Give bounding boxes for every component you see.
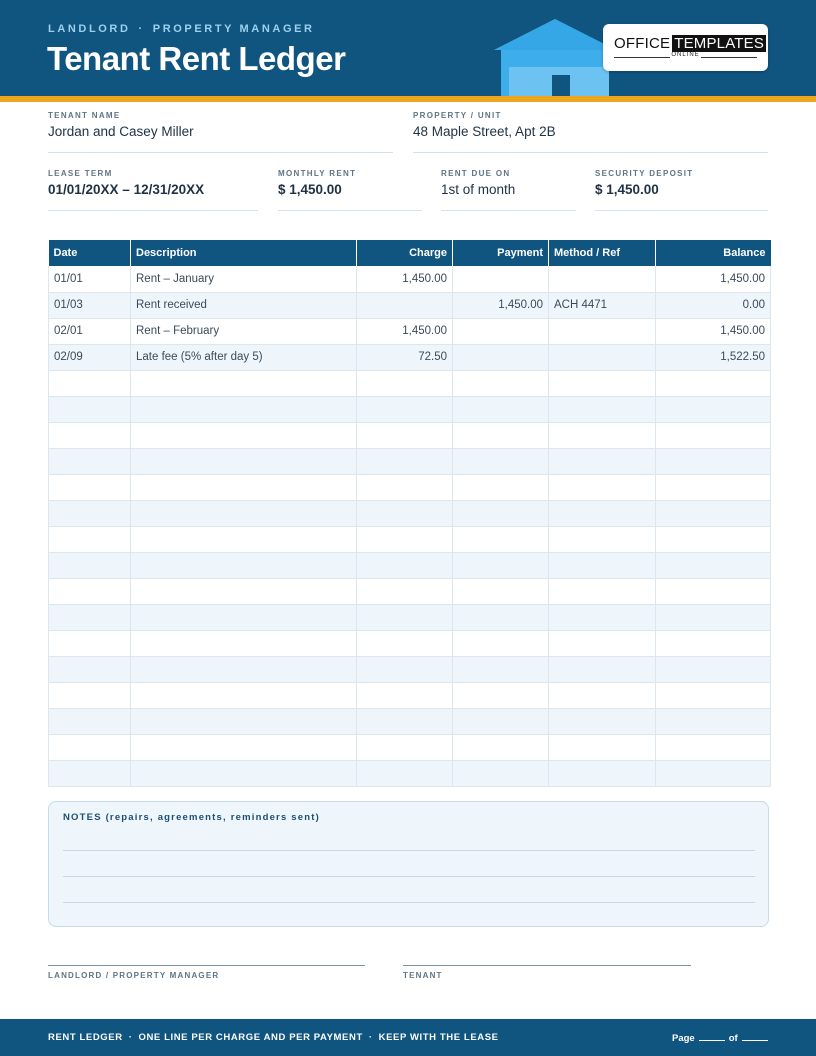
payment-cell[interactable] — [453, 552, 549, 578]
eyebrow-landlord: LANDLORD — [48, 23, 131, 35]
payment-cell[interactable] — [453, 682, 549, 708]
method-ref-cell[interactable] — [549, 656, 656, 682]
table-row — [49, 318, 771, 344]
charge-cell[interactable] — [357, 474, 453, 500]
logo-subtitle: ONLINE — [671, 52, 700, 58]
footer-keep-with-lease: KEEP WITH THE LEASE — [378, 1032, 499, 1043]
header-eyebrow — [48, 23, 315, 35]
table-row — [49, 734, 771, 760]
date-cell[interactable] — [49, 682, 131, 708]
charge-cell[interactable] — [357, 630, 453, 656]
charge-cell[interactable]: 1,450.00 — [357, 266, 453, 292]
method-ref-cell[interactable] — [549, 344, 656, 370]
brand-logo — [603, 24, 768, 71]
charge-cell[interactable] — [357, 448, 453, 474]
method-ref-cell[interactable] — [549, 474, 656, 500]
charge-cell[interactable] — [357, 656, 453, 682]
table-row — [49, 344, 771, 370]
date-cell[interactable] — [49, 526, 131, 552]
description-cell[interactable] — [131, 552, 357, 578]
footer-instructions: RENT LEDGER · ONE LINE PER CHARGE AND PER PAYMENT · KEEP WITH THE LEASE — [48, 1032, 499, 1043]
date-cell[interactable] — [49, 578, 131, 604]
charge-cell[interactable] — [357, 604, 453, 630]
payment-cell[interactable] — [453, 396, 549, 422]
table-row — [49, 448, 771, 474]
table-row — [49, 552, 771, 578]
date-cell[interactable] — [49, 708, 131, 734]
balance-cell[interactable] — [656, 474, 771, 500]
charge-cell[interactable]: 1,450.00 — [357, 318, 453, 344]
lease-term-value: 01/01/20XX – 12/31/20XX — [48, 182, 205, 197]
method-ref-cell[interactable] — [549, 552, 656, 578]
column-header-date: Date — [49, 240, 131, 266]
method-ref-cell[interactable] — [549, 578, 656, 604]
description-cell[interactable] — [131, 396, 357, 422]
tenant-name-value: Jordan and Casey Miller — [48, 124, 194, 139]
notes-box[interactable] — [48, 801, 769, 927]
table-row — [49, 682, 771, 708]
table-row — [49, 422, 771, 448]
description-cell[interactable] — [131, 708, 357, 734]
payment-cell[interactable] — [453, 266, 549, 292]
eyebrow-separator: · — [138, 23, 145, 35]
tenant-signature-label: TENANT — [403, 971, 443, 980]
charge-cell[interactable] — [357, 552, 453, 578]
date-cell[interactable] — [49, 656, 131, 682]
balance-cell[interactable] — [656, 708, 771, 734]
table-row — [49, 604, 771, 630]
of-label: of — [728, 1033, 738, 1044]
method-ref-cell[interactable] — [549, 682, 656, 708]
charge-cell[interactable] — [357, 760, 453, 786]
monthly-rent-field[interactable] — [278, 169, 422, 211]
landlord-signature-line[interactable] — [48, 965, 365, 985]
date-cell[interactable] — [49, 500, 131, 526]
charge-cell[interactable] — [357, 708, 453, 734]
table-row — [49, 656, 771, 682]
charge-cell[interactable] — [357, 370, 453, 396]
method-ref-cell[interactable] — [549, 422, 656, 448]
balance-cell[interactable]: 1,450.00 — [656, 318, 771, 344]
ledger-header-row — [49, 240, 771, 266]
balance-cell[interactable] — [656, 500, 771, 526]
payment-cell[interactable] — [453, 656, 549, 682]
charge-cell[interactable]: 72.50 — [357, 344, 453, 370]
security-deposit-field[interactable] — [595, 169, 768, 211]
description-cell[interactable] — [131, 734, 357, 760]
security-deposit-value: $ 1,450.00 — [595, 182, 659, 197]
monthly-rent-value: $ 1,450.00 — [278, 182, 342, 197]
payment-cell[interactable] — [453, 344, 549, 370]
balance-cell[interactable] — [656, 760, 771, 786]
eyebrow-property-manager: PROPERTY MANAGER — [152, 23, 315, 35]
header-accent-bar — [0, 96, 816, 102]
column-header-description: Description — [131, 240, 357, 266]
property-unit-field[interactable] — [413, 111, 768, 153]
method-ref-cell[interactable] — [549, 734, 656, 760]
date-cell[interactable] — [49, 552, 131, 578]
column-header-charge: Charge — [357, 240, 453, 266]
charge-cell[interactable] — [357, 682, 453, 708]
method-ref-cell[interactable] — [549, 370, 656, 396]
balance-cell[interactable] — [656, 552, 771, 578]
date-cell[interactable]: 02/09 — [49, 344, 131, 370]
balance-cell[interactable] — [656, 422, 771, 448]
payment-cell[interactable]: 1,450.00 — [453, 292, 549, 318]
description-cell[interactable] — [131, 500, 357, 526]
payment-cell[interactable] — [453, 630, 549, 656]
payment-cell[interactable] — [453, 578, 549, 604]
balance-cell[interactable] — [656, 656, 771, 682]
property-unit-label: PROPERTY / UNIT — [413, 111, 502, 120]
description-cell[interactable] — [131, 760, 357, 786]
logo-wordmark: OFFICE TEMPLATES — [614, 35, 765, 52]
security-deposit-label: SECURITY DEPOSIT — [595, 169, 694, 178]
description-cell[interactable]: Rent received — [131, 292, 357, 318]
footer-band — [0, 1019, 816, 1056]
balance-cell[interactable] — [656, 682, 771, 708]
balance-cell[interactable] — [656, 604, 771, 630]
charge-cell[interactable] — [357, 396, 453, 422]
column-header-method-ref: Method / Ref — [549, 240, 656, 266]
method-ref-cell[interactable] — [549, 396, 656, 422]
table-row — [49, 370, 771, 396]
table-row — [49, 526, 771, 552]
date-cell[interactable] — [49, 422, 131, 448]
payment-cell[interactable] — [453, 474, 549, 500]
table-row — [49, 760, 771, 786]
balance-cell[interactable] — [656, 578, 771, 604]
date-cell[interactable] — [49, 604, 131, 630]
tenant-signature-line[interactable] — [403, 965, 691, 985]
description-cell[interactable] — [131, 682, 357, 708]
description-cell[interactable] — [131, 448, 357, 474]
payment-cell[interactable] — [453, 760, 549, 786]
rent-due-label: RENT DUE ON — [441, 169, 511, 178]
balance-cell[interactable] — [656, 526, 771, 552]
landlord-signature-label: LANDLORD / PROPERTY MANAGER — [48, 971, 220, 980]
payment-cell[interactable] — [453, 604, 549, 630]
method-ref-cell[interactable] — [549, 266, 656, 292]
balance-cell[interactable]: 0.00 — [656, 292, 771, 318]
method-ref-cell[interactable] — [549, 448, 656, 474]
method-ref-cell[interactable] — [549, 318, 656, 344]
charge-cell[interactable] — [357, 500, 453, 526]
notes-line — [63, 876, 755, 877]
table-row — [49, 500, 771, 526]
payment-cell[interactable] — [453, 318, 549, 344]
footer-one-line: ONE LINE PER CHARGE AND PER PAYMENT — [138, 1032, 363, 1043]
tenant-name-label: TENANT NAME — [48, 111, 121, 120]
balance-cell[interactable]: 1,522.50 — [656, 344, 771, 370]
notes-line — [63, 850, 755, 851]
date-cell[interactable] — [49, 734, 131, 760]
description-cell[interactable] — [131, 526, 357, 552]
house-icon — [494, 18, 616, 96]
date-cell[interactable] — [49, 370, 131, 396]
notes-line — [63, 902, 755, 903]
payment-cell[interactable] — [453, 734, 549, 760]
description-cell[interactable] — [131, 474, 357, 500]
balance-cell[interactable] — [656, 630, 771, 656]
table-row — [49, 396, 771, 422]
description-cell[interactable] — [131, 578, 357, 604]
page-number — [672, 1032, 772, 1044]
column-header-balance: Balance — [656, 240, 771, 266]
charge-cell[interactable] — [357, 422, 453, 448]
date-cell[interactable] — [49, 760, 131, 786]
column-header-payment: Payment — [453, 240, 549, 266]
table-row — [49, 630, 771, 656]
payment-cell[interactable] — [453, 422, 549, 448]
date-cell[interactable]: 02/01 — [49, 318, 131, 344]
description-cell[interactable]: Late fee (5% after day 5) — [131, 344, 357, 370]
charge-cell[interactable] — [357, 292, 453, 318]
balance-cell[interactable] — [656, 370, 771, 396]
method-ref-cell[interactable] — [549, 630, 656, 656]
table-row — [49, 708, 771, 734]
balance-cell[interactable] — [656, 734, 771, 760]
method-ref-cell[interactable] — [549, 604, 656, 630]
method-ref-cell[interactable] — [549, 500, 656, 526]
page-label: Page — [672, 1033, 695, 1044]
tenant-name-field[interactable] — [48, 111, 393, 153]
date-cell[interactable] — [49, 630, 131, 656]
date-cell[interactable] — [49, 474, 131, 500]
method-ref-cell[interactable] — [549, 760, 656, 786]
description-cell[interactable]: Rent – January — [131, 266, 357, 292]
charge-cell[interactable] — [357, 578, 453, 604]
date-cell[interactable] — [49, 396, 131, 422]
payment-cell[interactable] — [453, 370, 549, 396]
description-cell[interactable] — [131, 630, 357, 656]
lease-term-field[interactable] — [48, 169, 258, 211]
date-cell[interactable]: 01/01 — [49, 266, 131, 292]
method-ref-cell[interactable] — [549, 708, 656, 734]
page-total-blank[interactable] — [742, 1032, 768, 1041]
payment-cell[interactable] — [453, 448, 549, 474]
description-cell[interactable] — [131, 370, 357, 396]
description-cell[interactable] — [131, 422, 357, 448]
lease-term-label: LEASE TERM — [48, 169, 113, 178]
payment-cell[interactable] — [453, 526, 549, 552]
description-cell[interactable] — [131, 604, 357, 630]
property-unit-value: 48 Maple Street, Apt 2B — [413, 124, 556, 139]
description-cell[interactable] — [131, 656, 357, 682]
method-ref-cell[interactable] — [549, 526, 656, 552]
rent-due-value: 1st of month — [441, 182, 516, 197]
description-cell[interactable]: Rent – February — [131, 318, 357, 344]
balance-cell[interactable] — [656, 448, 771, 474]
header-band — [0, 0, 816, 96]
date-cell[interactable] — [49, 448, 131, 474]
balance-cell[interactable] — [656, 396, 771, 422]
payment-cell[interactable] — [453, 708, 549, 734]
rent-due-field[interactable] — [441, 169, 576, 211]
method-ref-cell[interactable]: ACH 4471 — [549, 292, 656, 318]
table-row — [49, 474, 771, 500]
table-row — [49, 292, 771, 318]
monthly-rent-label: MONTHLY RENT — [278, 169, 357, 178]
table-row — [49, 578, 771, 604]
charge-cell[interactable] — [357, 734, 453, 760]
date-cell[interactable]: 01/03 — [49, 292, 131, 318]
charge-cell[interactable] — [357, 526, 453, 552]
balance-cell[interactable]: 1,450.00 — [656, 266, 771, 292]
payment-cell[interactable] — [453, 500, 549, 526]
table-row — [49, 266, 771, 292]
ledger-table — [48, 240, 771, 787]
page-number-blank[interactable] — [699, 1032, 725, 1041]
notes-label: NOTES (repairs, agreements, reminders sent) — [63, 812, 320, 823]
footer-rent-ledger: RENT LEDGER — [48, 1032, 123, 1043]
page-title: Tenant Rent Ledger — [47, 40, 346, 77]
